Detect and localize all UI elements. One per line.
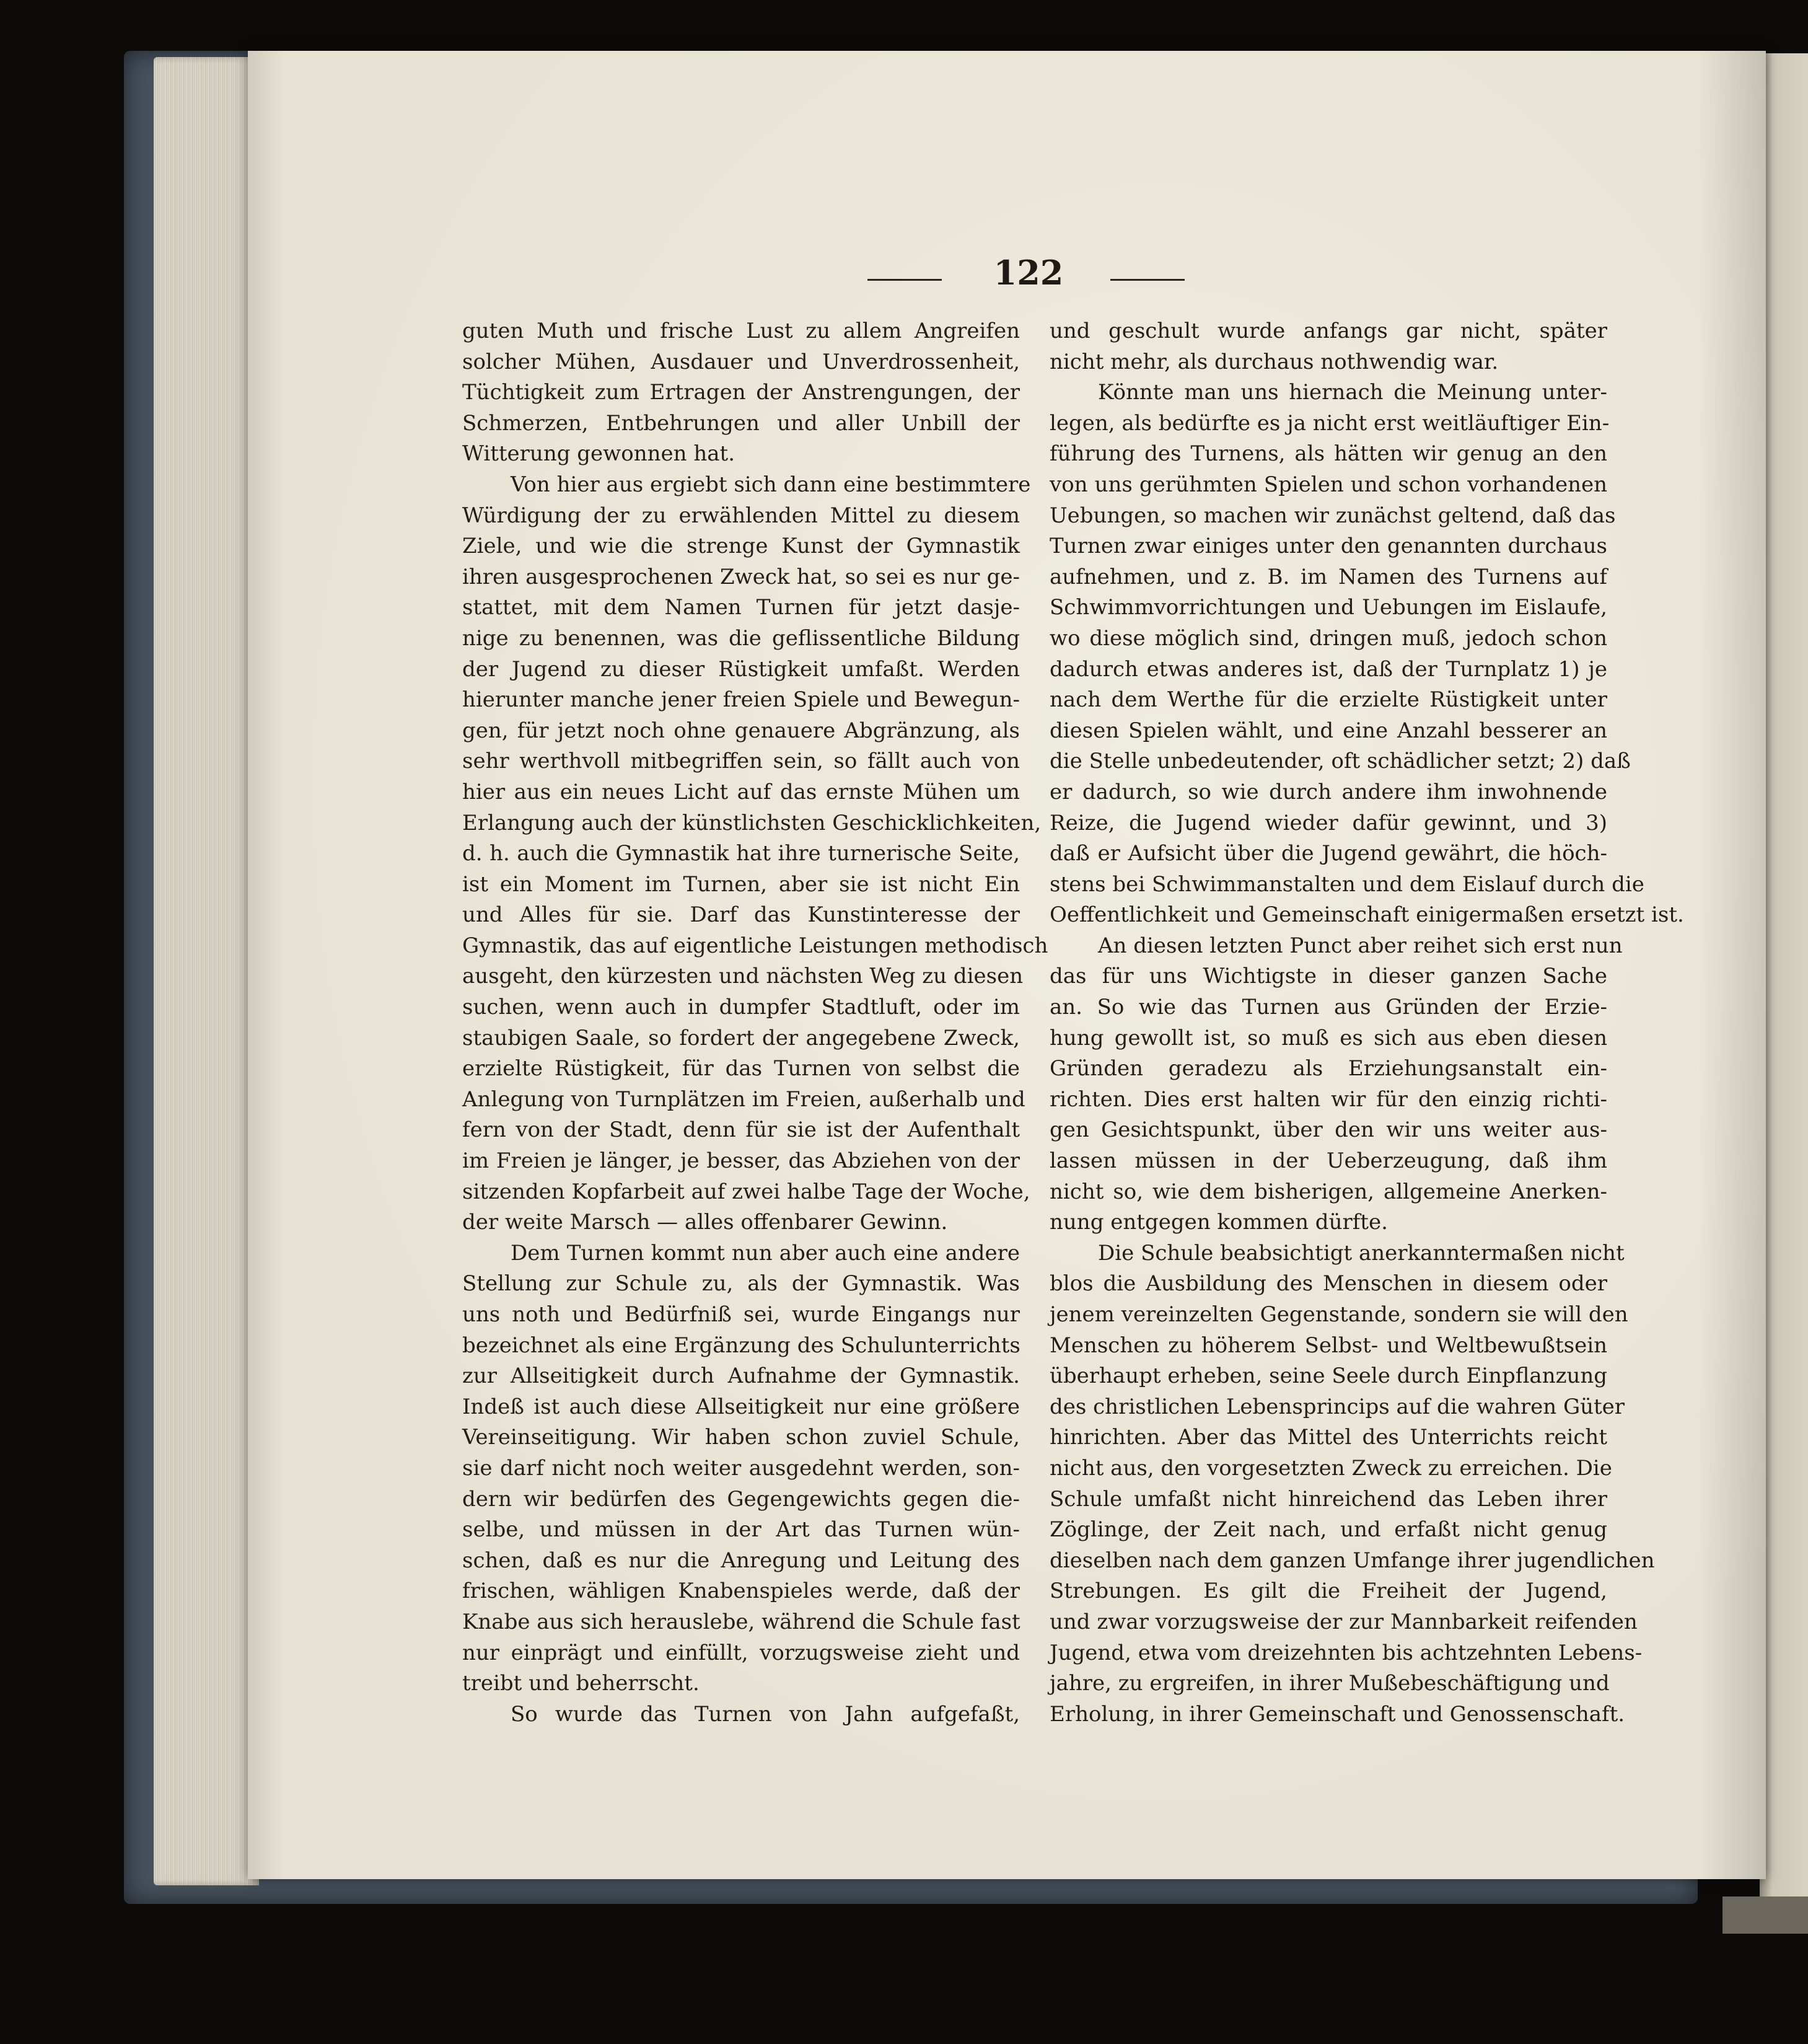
text-line: und Alles für sie. Darf das Kunstinteresse der (462, 902, 1020, 928)
text-line: Gymnastik, das auf eigentliche Leistungen methodisch (462, 933, 1048, 958)
text-line: an. So wie das Turnen aus Gründen der Erzie- (1050, 995, 1607, 1020)
text-line: Dem Turnen kommt nun aber auch eine andere (511, 1240, 1020, 1266)
text-line: nach dem Werthe für die erzielte Rüstigkeit unter (1050, 687, 1607, 713)
text-line: ist ein Moment im Turnen, aber sie ist nicht Ein (462, 871, 1020, 897)
text-line: Von hier aus ergiebt sich dann eine bestimmtere (511, 472, 1031, 497)
text-line: Schwimmvorrichtungen und Uebungen im Eislaufe, (1050, 595, 1607, 620)
text-line: die Stelle unbedeutender, oft schädlicher setzt; 2) daß (1050, 749, 1631, 774)
text-line: solcher Mühen, Ausdauer und Unverdrossenheit, (462, 349, 1020, 374)
text-line: richten. Dies erst halten wir für den einzig richti- (1050, 1086, 1607, 1112)
text-line: ihren ausgesprochenen Zweck hat, so sei es nur ge- (462, 564, 1020, 589)
text-line: hier aus ein neues Licht auf das ernste Mühen um (462, 779, 1020, 804)
text-line: Strebungen. Es gilt die Freiheit der Jugend, (1050, 1579, 1607, 1604)
text-line: Würdigung der zu erwählenden Mittel zu diesem (462, 503, 1020, 528)
text-line: lassen müssen in der Ueberzeugung, daß ihm (1050, 1148, 1607, 1174)
text-line: nicht mehr, als durchaus nothwendig war. (1050, 349, 1499, 374)
text-line: suchen, wenn auch in dumpfer Stadtluft, oder im (462, 995, 1020, 1020)
text-line: nige zu benennen, was die geflissentliche Bildung (462, 625, 1020, 651)
text-line: uns noth und Bedürfniß sei, wurde Eingangs nur (462, 1302, 1020, 1327)
text-line: Stellung zur Schule zu, als der Gymnastik. Was (462, 1271, 1020, 1297)
text-line: wo diese möglich sind, dringen muß, jedoch schon (1050, 625, 1607, 651)
text-line: treibt und beherrscht. (462, 1671, 700, 1696)
text-line: gen, für jetzt noch ohne genauere Abgränzung, als (462, 718, 1020, 743)
text-column-left (462, 316, 1048, 1730)
text-line: das für uns Wichtigste in dieser ganzen Sache (1050, 964, 1607, 989)
text-line: Reize, die Jugend wieder dafür gewinnt, und 3) (1050, 810, 1607, 835)
text-line: und zwar vorzugsweise der zur Mannbarkeit reifenden (1050, 1609, 1638, 1634)
text-line: schen, daß es nur die Anregung und Leitung des (462, 1548, 1020, 1573)
text-line: Gründen geradezu als Erziehungsanstalt ein- (1050, 1056, 1607, 1081)
text-line: frischen, wähligen Knabenspieles werde, daß der (462, 1579, 1020, 1604)
text-line: legen, als bedürfte es ja nicht erst weitläuftiger Ein- (1050, 410, 1610, 436)
text-line: stens bei Schwimmanstalten und dem Eislauf durch die (1050, 871, 1644, 897)
text-line: daß er Aufsicht über die Jugend gewährt, die höch- (1050, 841, 1607, 866)
text-line: dieselben nach dem ganzen Umfange ihrer jugendlichen (1050, 1548, 1655, 1573)
text-line: ausgeht, den kürzesten und nächsten Weg zu diesen (462, 964, 1024, 989)
text-line: staubigen Saale, so fordert der angegebene Zweck, (462, 1025, 1020, 1051)
text-line: überhaupt erheben, seine Seele durch Einpflanzung (1050, 1363, 1608, 1389)
text-line: im Freien je länger, je besser, das Abziehen von der (462, 1148, 1020, 1174)
facing-page-edge (1760, 53, 1808, 1900)
text-line: hung gewollt ist, so muß es sich aus eben diesen (1050, 1025, 1607, 1051)
text-line: Witterung gewonnen hat. (462, 441, 735, 467)
text-line: von uns gerühmten Spielen und schon vorhandenen (1050, 472, 1607, 497)
text-line: führung des Turnens, als hätten wir genug an den (1050, 441, 1607, 467)
text-line: dadurch etwas anderes ist, daß der Turnplatz 1) je (1050, 656, 1607, 682)
text-line: Uebungen, so machen wir zunächst geltend, daß das (1050, 503, 1616, 528)
text-line: des christlichen Lebensprincips auf die wahren Güter (1050, 1394, 1625, 1419)
text-line: er dadurch, so wie durch andere ihm inwohnende (1050, 779, 1607, 804)
page-number: 122 (993, 253, 1064, 293)
text-line: gen Gesichtspunkt, über den wir uns weiter aus- (1050, 1117, 1607, 1143)
text-line: selbe, und müssen in der Art das Turnen wün- (462, 1517, 1020, 1543)
text-line: Turnen zwar einiges unter den genannten durchaus (1050, 534, 1607, 559)
text-line: zur Allseitigkeit durch Aufnahme der Gymnastik. (462, 1363, 1020, 1389)
text-line: Knabe aus sich herauslebe, während die Schule fast (462, 1609, 1020, 1634)
text-line: Könnte man uns hiernach die Meinung unter- (1098, 380, 1607, 405)
text-line: Oeffentlichkeit und Gemeinschaft einigermaßen ersetzt ist. (1050, 902, 1684, 928)
text-line: sie darf nicht noch weiter ausgedehnt werden, son- (462, 1455, 1020, 1481)
text-line: Erholung, in ihrer Gemeinschaft und Genossenschaft. (1050, 1701, 1625, 1727)
text-line: hinrichten. Aber das Mittel des Unterrichts reicht (1050, 1425, 1607, 1450)
header-rule-left (867, 279, 942, 281)
text-line: dern wir bedürfen des Gegengewichts gegen die- (462, 1486, 1020, 1512)
text-line: Indeß ist auch diese Allseitigkeit nur eine größere (462, 1394, 1020, 1419)
text-line: d. h. auch die Gymnastik hat ihre turnerische Seite, (462, 841, 1020, 866)
text-line: der Jugend zu dieser Rüstigkeit umfaßt. Werden (462, 656, 1020, 682)
text-line: hierunter manche jener freien Spiele und Bewegun- (462, 687, 1020, 713)
facing-page-shadow (1722, 1896, 1808, 1934)
text-line: der weite Marsch — alles offenbarer Gewinn. (462, 1210, 948, 1235)
text-line: nur einprägt und einfüllt, vorzugsweise zieht und (462, 1640, 1020, 1665)
text-line: nicht aus, den vorgesetzten Zweck zu erreichen. Die (1050, 1455, 1612, 1481)
page-header (867, 253, 1190, 302)
text-column-right (1050, 316, 1684, 1730)
text-line: blos die Ausbildung des Menschen in diesem oder (1050, 1271, 1607, 1297)
text-line: Ziele, und wie die strenge Kunst der Gymnastik (462, 534, 1020, 559)
text-line: An diesen letzten Punct aber reihet sich erst nun (1098, 933, 1623, 958)
text-line: Schmerzen, Entbehrungen und aller Unbill der (462, 410, 1020, 436)
text-line: Vereinseitigung. Wir haben schon zuviel Schule, (462, 1425, 1020, 1450)
text-line: Tüchtigkeit zum Ertragen der Anstrengungen, der (462, 380, 1020, 405)
text-line: guten Muth und frische Lust zu allem Angreifen (462, 319, 1020, 343)
text-line: stattet, mit dem Namen Turnen für jetzt dasje- (462, 595, 1020, 620)
text-line: Zöglinge, der Zeit nach, und erfaßt nicht genug (1050, 1517, 1607, 1543)
text-line: diesen Spielen wählt, und eine Anzahl besserer an (1050, 718, 1607, 743)
page-stack-edges (154, 57, 259, 1885)
text-line: So wurde das Turnen von Jahn aufgefaßt, (511, 1701, 1020, 1727)
text-line: Jugend, etwa vom dreizehnten bis achtzehnten Lebens- (1050, 1640, 1643, 1665)
text-line: bezeichnet als eine Ergänzung des Schulunterrichts (462, 1333, 1020, 1358)
text-line: aufnehmen, und z. B. im Namen des Turnens auf (1050, 564, 1607, 589)
text-line: erzielte Rüstigkeit, für das Turnen von selbst die (462, 1056, 1020, 1081)
text-line: jenem vereinzelten Gegenstande, sondern sie will den (1050, 1302, 1628, 1327)
text-line: Menschen zu höherem Selbst- und Weltbewußtsein (1050, 1333, 1607, 1358)
text-line: jahre, zu ergreifen, in ihrer Mußebeschäftigung und (1050, 1671, 1610, 1696)
text-line: nung entgegen kommen dürfte. (1050, 1210, 1388, 1235)
text-line: Die Schule beabsichtigt anerkanntermaßen nicht (1098, 1240, 1625, 1266)
text-line: Erlangung auch der künstlichsten Geschicklichkeiten, (462, 810, 1042, 835)
text-line: und geschult wurde anfangs gar nicht, später (1050, 319, 1607, 343)
text-line: Anlegung von Turnplätzen im Freien, außerhalb und (462, 1086, 1025, 1112)
text-line: fern von der Stadt, denn für sie ist der Aufenthalt (462, 1117, 1020, 1143)
text-line: Schule umfaßt nicht hinreichend das Leben ihrer (1050, 1486, 1607, 1512)
text-line: nicht so, wie dem bisherigen, allgemeine Anerken- (1050, 1179, 1607, 1204)
text-line: sehr werthvoll mitbegriffen sein, so fällt auch von (462, 749, 1020, 774)
header-rule-right (1110, 279, 1185, 281)
text-line: sitzenden Kopfarbeit auf zwei halbe Tage der Woche, (462, 1179, 1030, 1204)
